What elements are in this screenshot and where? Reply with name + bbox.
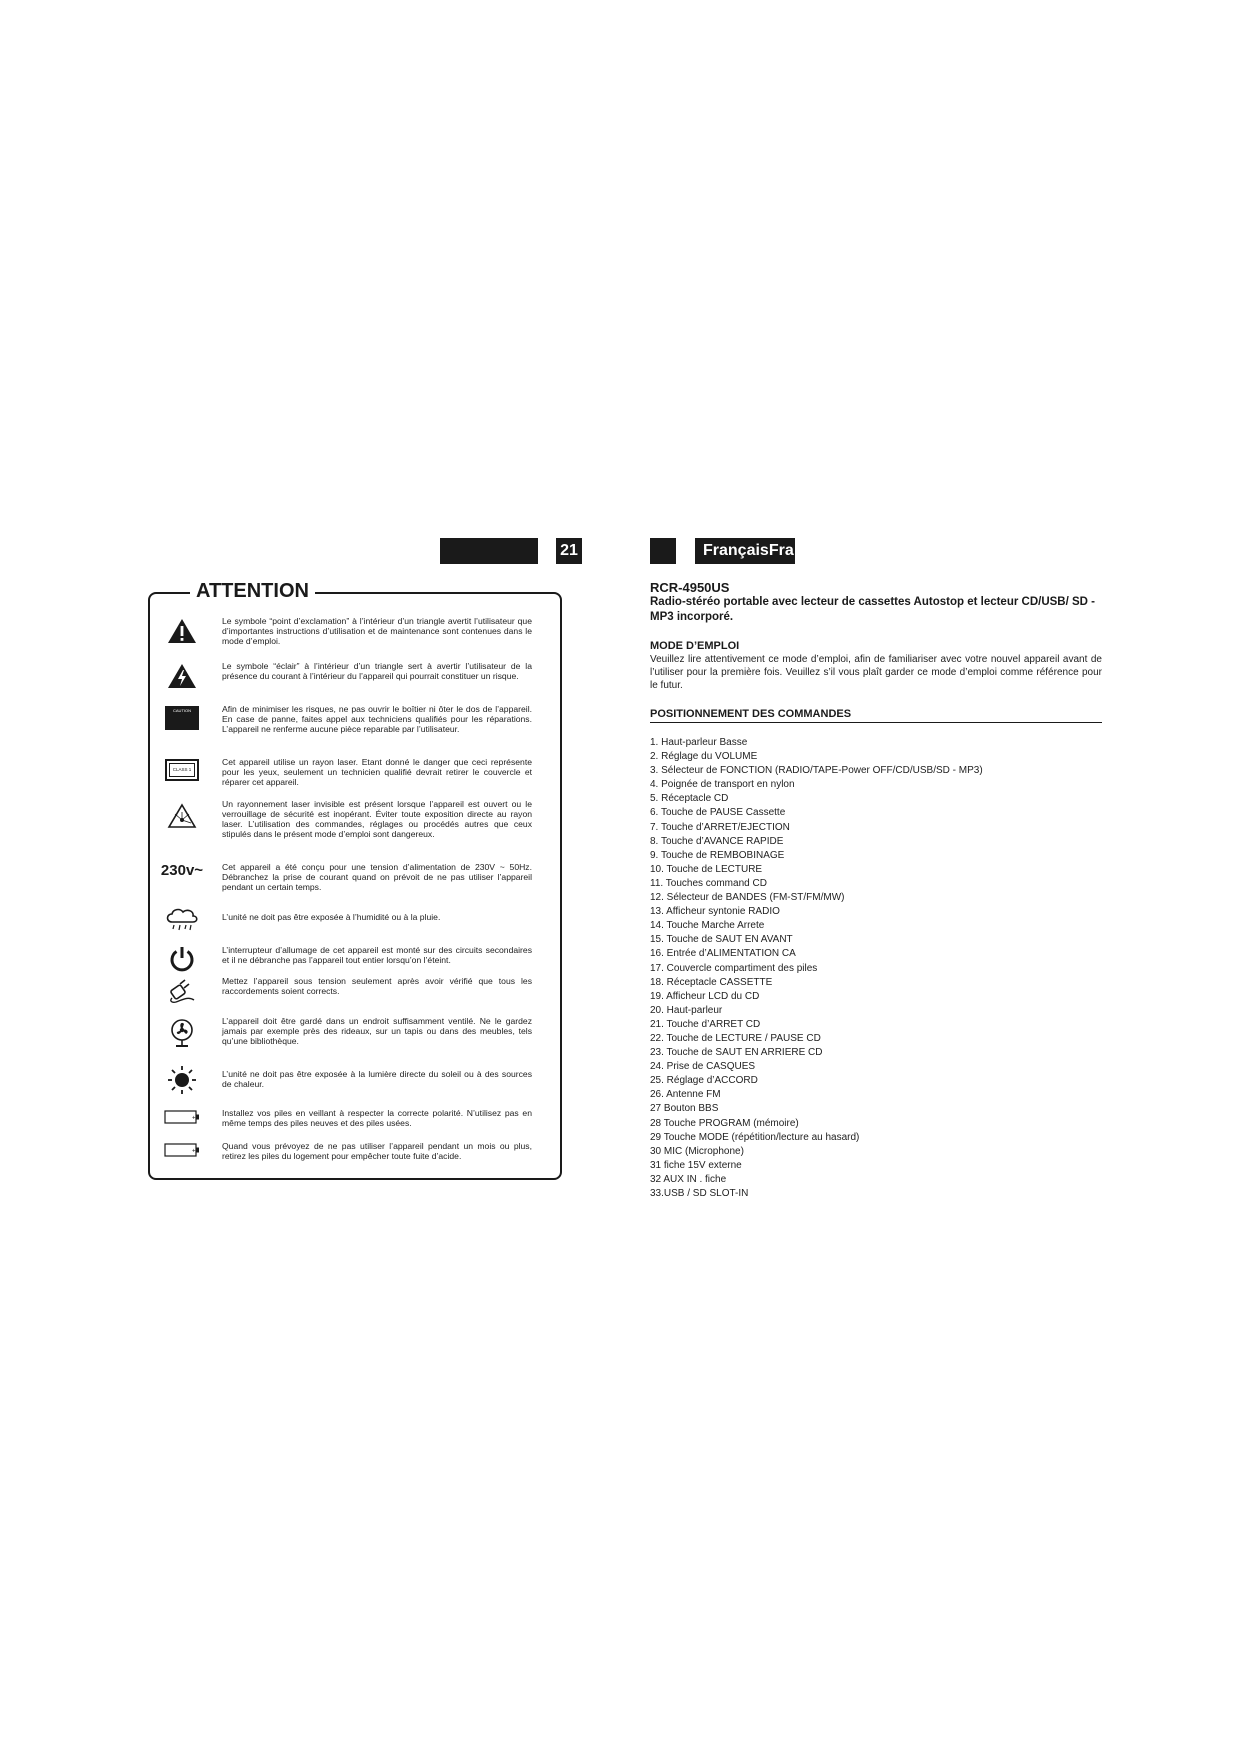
voltage-label: 230v~ (160, 862, 204, 879)
list-item: 31 fiche 15V externe (650, 1159, 742, 1171)
rain-cloud-icon (162, 906, 202, 932)
commands-list (650, 736, 983, 1201)
attention-text: Le symbole “point d’exclamation” à l’intérieur d’un triangle avertit l’utilisateur que d’importantes instructions d’utilisation et de maintenance sont contenues dans le mode d’emploi. (222, 616, 532, 646)
list-item: 33.USB / SD SLOT-IN (650, 1188, 749, 1199)
attention-text: L’interrupteur d’allumage de cet appareil est monté sur des circuits secondaires et il ne débranche pas l’appareil tout entier lorsqu’on l’éteint. (222, 945, 532, 965)
mode-emploi-text: Veuillez lire attentivement ce mode d’emploi, afin de familiariser avec votre nouvel appareil avant de l’utiliser pour la première fois. Veuillez s’il vous plaît garder ce mode d’emploi comme référence pour le futur. (650, 654, 1102, 691)
list-item: 21. Touche d’ARRET CD (650, 1018, 761, 1030)
list-item: 14. Touche Marche Arrete (650, 920, 765, 932)
list-item: 17. Couvercle compartiment des piles (650, 962, 818, 974)
list-item: 3. Sélecteur de FONCTION (RADIO/TAPE-Power OFF/CD/USB/SD - MP3) (650, 765, 983, 777)
caution-label-text: CAUTION (173, 708, 191, 713)
attention-text: Cet appareil utilise un rayon laser. Etant donné le danger que ceci représente pour les yeux, seulement un technicien qualifié devrait retirer le couvercle et réparer cet appareil. (222, 757, 532, 787)
fan-ventilation-icon (162, 1018, 202, 1048)
list-item: 27 Bouton BBS (650, 1103, 719, 1115)
list-item: 23. Touche de SAUT EN ARRIERE CD (650, 1047, 823, 1059)
list-item: 26. Antenne FM (650, 1089, 721, 1101)
list-item: 16. Entrée d’ALIMENTATION CA (650, 948, 796, 960)
list-item: 15. Touche de SAUT EN AVANT (650, 934, 793, 946)
attention-text: L’unité ne doit pas être exposée à la lumière directe du soleil ou à des sources de chaleur. (222, 1069, 532, 1089)
list-item: 25. Réglage d’ACCORD (650, 1075, 758, 1087)
header-bar-square (650, 538, 676, 564)
product-model: RCR-4950US (650, 580, 730, 595)
list-item: 7. Touche d’ARRET/EJECTION (650, 821, 790, 833)
list-item: 19. Afficheur LCD du CD (650, 990, 760, 1002)
page-number: 21 (556, 538, 582, 564)
list-item: 2. Réglage du VOLUME (650, 751, 758, 763)
attention-text: Cet appareil a été conçu pour une tension d’alimentation de 230V ~ 50Hz. Débranchez la prise de courant quand on prévoit de ne pas utiliser l’appareil pendant un certain temps. (222, 862, 532, 892)
list-item: 10. Touche de LECTURE (650, 863, 763, 875)
attention-text: Mettez l’appareil sous tension seulement après avoir vérifié que tous les raccordements soient corrects. (222, 976, 532, 996)
caution-label-icon (162, 706, 202, 730)
exclamation-triangle-icon (162, 618, 202, 644)
attention-text: Le symbole “éclair” à l’intérieur d’un triangle sert à avertir l’utilisateur de la présence du courant à l’intérieur du l’appareil qui pourrait constituer un risque. (222, 661, 532, 681)
list-item: 28 Touche PROGRAM (mémoire) (650, 1117, 799, 1129)
power-icon (162, 945, 202, 973)
mode-emploi-title: MODE D’EMPLOI (650, 640, 740, 652)
list-item: 4. Poignée de transport en nylon (650, 779, 795, 791)
list-item: 8. Touche d’AVANCE RAPIDE (650, 835, 784, 847)
attention-text: L’appareil doit être gardé dans un endroit suffisamment ventilé. Ne le gardez jamais par exemple près des rideaux, sur un tapis ou dans des meubles, tels qu’une bibliothèque. (222, 1016, 532, 1046)
list-item: 12. Sélecteur de BANDES (FM-ST/FM/MW) (650, 892, 845, 904)
attention-text: Quand vous prévoyez de ne pas utiliser l’appareil pendant un mois ou plus, retirez les piles du logement pour empêcher toute fuite d’acide. (222, 1141, 532, 1161)
list-item: 20. Haut-parleur (650, 1004, 723, 1016)
list-item: 9. Touche de REMBOBINAGE (650, 849, 785, 861)
battery-icon (162, 1110, 202, 1124)
product-subtitle: Radio-stéréo portable avec lecteur de cassettes Autostop et lecteur CD/USB/ SD - MP3 incorporé. (650, 596, 1096, 623)
attention-title: ATTENTION (190, 580, 315, 603)
list-item: 32 AUX IN . fiche (650, 1173, 727, 1185)
sun-icon (162, 1064, 202, 1096)
plug-icon (162, 978, 202, 1004)
list-item: 30 MIC (Microphone) (650, 1145, 744, 1157)
list-item: 1. Haut-parleur Basse (650, 737, 748, 748)
list-item: 22. Touche de LECTURE / PAUSE CD (650, 1032, 821, 1044)
class1-label-text: CLASS 1 (169, 763, 195, 777)
list-item: 13. Afficheur syntonie RADIO (650, 906, 780, 918)
list-item: 18. Réceptacle CASSETTE (650, 976, 773, 988)
svg-text:+: + (192, 1115, 196, 1122)
commands-title-rule (650, 722, 1102, 723)
list-item: 24. Prise de CASQUES (650, 1061, 756, 1073)
list-item: 11. Touches command CD (650, 877, 767, 889)
list-item: 6. Touche de PAUSE Cassette (650, 807, 786, 819)
class1-laser-label-icon (162, 759, 202, 781)
battery-icon (162, 1143, 202, 1157)
attention-text: L’unité ne doit pas être exposée à l’humidité ou à la pluie. (222, 912, 441, 922)
language-tab: FrançaisFra (695, 538, 795, 564)
laser-warning-icon (162, 803, 202, 829)
list-item: 29 Touche MODE (répétition/lecture au hasard) (650, 1131, 860, 1143)
attention-text: Afin de minimiser les risques, ne pas ouvrir le boîtier ni ôter le dos de l’appareil. En case de panne, faites appel aux techniciens qualifiés pour les réparations. L’appareil ne renferme aucune pièce reparable par l’utilisateur. (222, 704, 532, 734)
header-bar-left (440, 538, 538, 564)
attention-text: Installez vos piles en veillant à respecter la correcte polarité. N’utilisez pas en même temps des piles neuves et des piles usées. (222, 1108, 532, 1128)
list-item: 5. Réceptacle CD (650, 793, 729, 805)
commands-title: POSITIONNEMENT DES COMMANDES (650, 708, 852, 720)
lightning-triangle-icon (162, 663, 202, 689)
svg-text:+: + (192, 1148, 196, 1155)
attention-text: Un rayonnement laser invisible est présent lorsque l’appareil est ouvert ou le verrouillage de sécurité est inopérant. Éviter toute exposition directe au rayon laser. L’utilisation des commandes, réglages ou procédés autres que ceux stipulés dans le présent mode d’emploi sont dangereux. (222, 799, 532, 839)
voltage-230v-icon (156, 862, 208, 879)
